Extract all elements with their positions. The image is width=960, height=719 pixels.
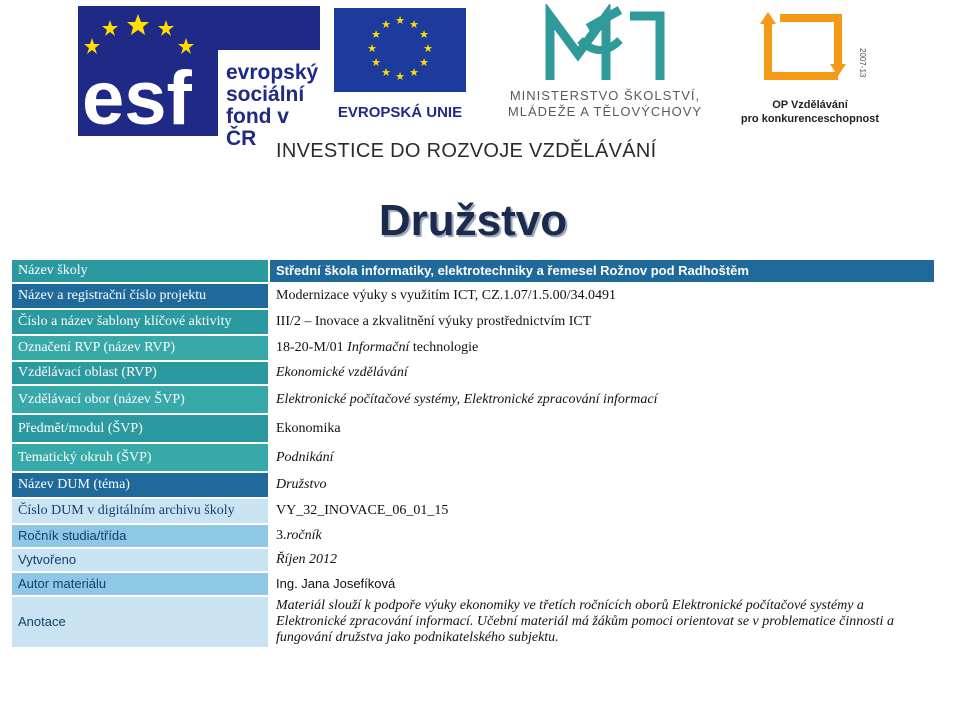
table-row: [12, 548, 934, 572]
msmt-monogram-icon: [480, 4, 730, 88]
svg-text:★: ★: [409, 18, 419, 31]
table-row: [12, 472, 934, 498]
eu-flag-icon: [334, 8, 466, 92]
table-row: [12, 260, 934, 283]
row-label: Název školy: [12, 260, 269, 283]
value-part: technologie: [409, 340, 479, 355]
row-label: Číslo a název šablony klíčové aktivity: [12, 309, 269, 335]
row-value: Materiál slouží k podpoře výuky ekonomiky ve třetích ročnících oborů Elektronické počítačové systémy a Elektronické zpracování informací. Učební materiál má žákům pomoci orientovat se v problematice činnosti a fungování družstva jako podnikatelského subjektu.: [269, 596, 934, 648]
svg-text:★: ★: [371, 56, 381, 69]
table-row: [12, 335, 934, 361]
svg-text:★: ★: [395, 14, 405, 27]
row-value: [269, 524, 934, 548]
table-row: [12, 572, 934, 596]
row-value: Modernizace výuky s využitím ICT, CZ.1.07/1.5.00/34.0491: [269, 283, 934, 309]
row-label: Autor materiálu: [12, 572, 269, 596]
info-table: [12, 260, 934, 649]
svg-text:★: ★: [371, 28, 381, 41]
table-row: [12, 283, 934, 309]
row-value: Střední škola informatiky, elektrotechniky a řemesel Rožnov pod Radhoštěm: [269, 260, 934, 283]
svg-text:★: ★: [409, 66, 419, 79]
row-value: Říjen 2012: [269, 548, 934, 572]
svg-text:★: ★: [423, 42, 433, 55]
slogan: INVESTICE DO ROZVOJE VZDĚLÁVÁNÍ: [276, 140, 657, 162]
op-logo: [730, 4, 890, 130]
row-label: Předmět/modul (ŠVP): [12, 414, 269, 443]
table-row: [12, 596, 934, 648]
op-badge-text: 2007-13: [858, 48, 867, 78]
esf-logo: [78, 6, 320, 150]
msmt-caption: MINISTERSTVO ŠKOLSTVÍ, MLÁDEŽE A TĚLOVÝCHOVY: [507, 88, 703, 119]
table-row: [12, 443, 934, 472]
row-value: Ekonomika: [269, 414, 934, 443]
value-part: ročník: [286, 528, 322, 543]
op-arrow-icon: [730, 4, 890, 94]
table-row: [12, 309, 934, 335]
op-caption: OP Vzdělávání pro konkurenceschopnost: [740, 99, 880, 125]
svg-text:★: ★: [367, 42, 377, 55]
row-label: Označení RVP (název RVP): [12, 335, 269, 361]
row-label: Ročník studia/třída: [12, 524, 269, 548]
row-value: Družstvo: [269, 472, 934, 498]
esf-caption: evropský sociální fond v ČR: [226, 61, 319, 150]
eu-logo: [328, 8, 472, 132]
row-label: Číslo DUM v digitálním archivu školy: [12, 498, 269, 524]
svg-text:★: ★: [419, 56, 429, 69]
row-label: Název a registrační číslo projektu: [12, 283, 269, 309]
esf-letters: esf: [82, 56, 192, 136]
row-label: Tematický okruh (ŠVP): [12, 443, 269, 472]
table-row: [12, 524, 934, 548]
page-title: Družstvo: [378, 196, 568, 245]
value-part: Informační: [347, 340, 410, 355]
row-value: VY_32_INOVACE_06_01_15: [269, 498, 934, 524]
svg-text:★: ★: [419, 28, 429, 41]
svg-text:★: ★: [381, 18, 391, 31]
row-label: Vzdělávací oblast (RVP): [12, 361, 269, 385]
svg-text:★: ★: [395, 70, 405, 83]
row-value: Ekonomické vzdělávání: [269, 361, 934, 385]
svg-text:★: ★: [381, 66, 391, 79]
table-row: [12, 498, 934, 524]
row-label: Vzdělávací obor (název ŠVP): [12, 385, 269, 414]
row-value: [269, 335, 934, 361]
row-label: Vytvořeno: [12, 548, 269, 572]
row-value: Elektronické počítačové systémy, Elektronické zpracování informací: [269, 385, 934, 414]
table-row: [12, 361, 934, 385]
row-label: Anotace: [12, 596, 269, 648]
eu-caption: EVROPSKÁ UNIE: [337, 104, 463, 121]
row-label: Název DUM (téma): [12, 472, 269, 498]
row-value: III/2 – Inovace a zkvalitnění výuky prostřednictvím ICT: [269, 309, 934, 335]
value-part: 3.: [276, 528, 287, 543]
table-row: [12, 414, 934, 443]
table-row: [12, 385, 934, 414]
logo-banner: [72, 0, 890, 170]
value-part: 18-20-M/01: [276, 340, 348, 355]
msmt-logo: [480, 4, 730, 132]
row-value: Podnikání: [269, 443, 934, 472]
row-value: Ing. Jana Josefíková: [269, 572, 934, 596]
